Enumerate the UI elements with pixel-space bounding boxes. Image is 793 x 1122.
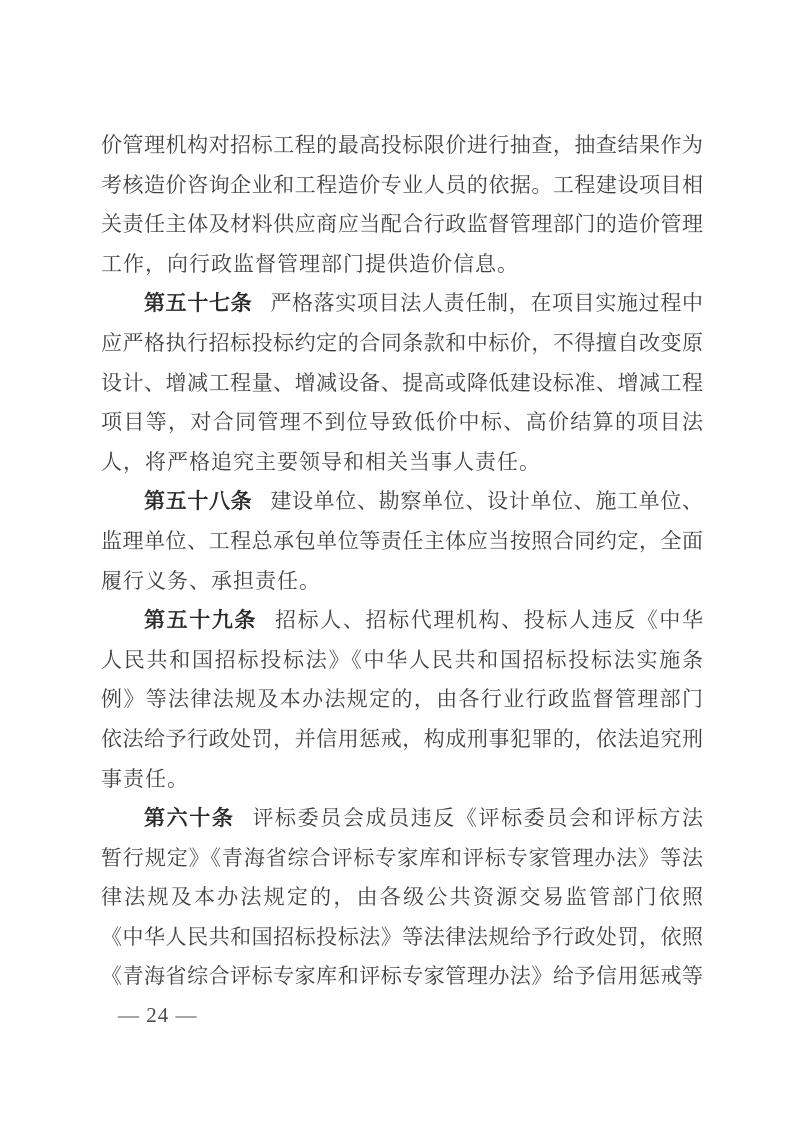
- article-text: 建设单位、勘察单位、设计单位、施工单位、: [270, 489, 703, 514]
- text-line: [101, 799, 703, 839]
- text-line: [101, 284, 703, 324]
- article-text: 严格落实项目法人责任制，在项目实施过程中: [270, 291, 703, 316]
- paragraph-continuation: [101, 126, 703, 284]
- text-line: 履行义务、承担责任。: [101, 568, 321, 593]
- article-text: 招标人、招标代理机构、投标人违反《中华: [275, 608, 703, 633]
- text-line: 监理单位、工程总承包单位等责任主体应当按照合同约定，全面: [101, 528, 703, 553]
- text-line: 《中华人民共和国招标投标法》等法律法规给予行政处罚，依照: [101, 924, 703, 949]
- page-number: — 24 —: [118, 1003, 198, 1027]
- text-line: 例》等法律法规及本办法规定的，由各行业行政监督管理部门: [101, 687, 703, 712]
- text-line: [101, 601, 703, 641]
- article-number: 第五十九条: [144, 609, 258, 633]
- text-line: 工作，向行政监督管理部门提供造价信息。: [101, 251, 519, 276]
- text-line: 价管理机构对招标工程的最高投标限价进行抽查，抽查结果作为: [101, 133, 703, 157]
- paragraph-article-59: [101, 601, 703, 799]
- text-line: 《青海省综合评标专家库和评标专家管理办法》给予信用惩戒等: [101, 964, 703, 989]
- text-line: 设计、增减工程量、增减设备、提高或降低建设标准、增减工程: [101, 370, 703, 395]
- paragraph-article-58: [101, 482, 703, 601]
- text-line: 人民共和国招标投标法》《中华人民共和国招标投标法实施条: [101, 647, 703, 672]
- text-line: [101, 482, 703, 522]
- text-line: 关责任主体及材料供应商应当配合行政监督管理部门的造价管理: [101, 212, 703, 237]
- text-line: 考核造价咨询企业和工程造价专业人员的依据。工程建设项目相: [101, 172, 703, 197]
- text-line: 暂行规定》《青海省综合评标专家库和评标专家管理办法》等法: [101, 845, 703, 870]
- text-line: 人，将严格追究主要领导和相关当事人责任。: [101, 449, 541, 474]
- text-line: 律法规及本办法规定的，由各级公共资源交易监管部门依照: [101, 885, 703, 910]
- article-number: 第六十条: [144, 807, 235, 831]
- text-line: 依法给予行政处罚，并信用惩戒，构成刑事犯罪的，依法追究刑: [101, 726, 703, 751]
- article-text: 评标委员会成员违反《评标委员会和评标方法: [252, 806, 703, 831]
- paragraph-article-60: [101, 799, 703, 997]
- paragraph-article-57: [101, 284, 703, 482]
- article-number: 第五十七条: [144, 292, 253, 316]
- text-line: 事责任。: [101, 766, 189, 791]
- text-line: 项目等，对合同管理不到位导致低价中标、高价结算的项目法: [101, 410, 703, 435]
- page-footer: [118, 1002, 198, 1028]
- article-number: 第五十八条: [144, 490, 253, 514]
- text-line: 应严格执行招标投标约定的合同条款和中标价，不得擅自改变原: [101, 330, 703, 355]
- document-body: [101, 126, 703, 997]
